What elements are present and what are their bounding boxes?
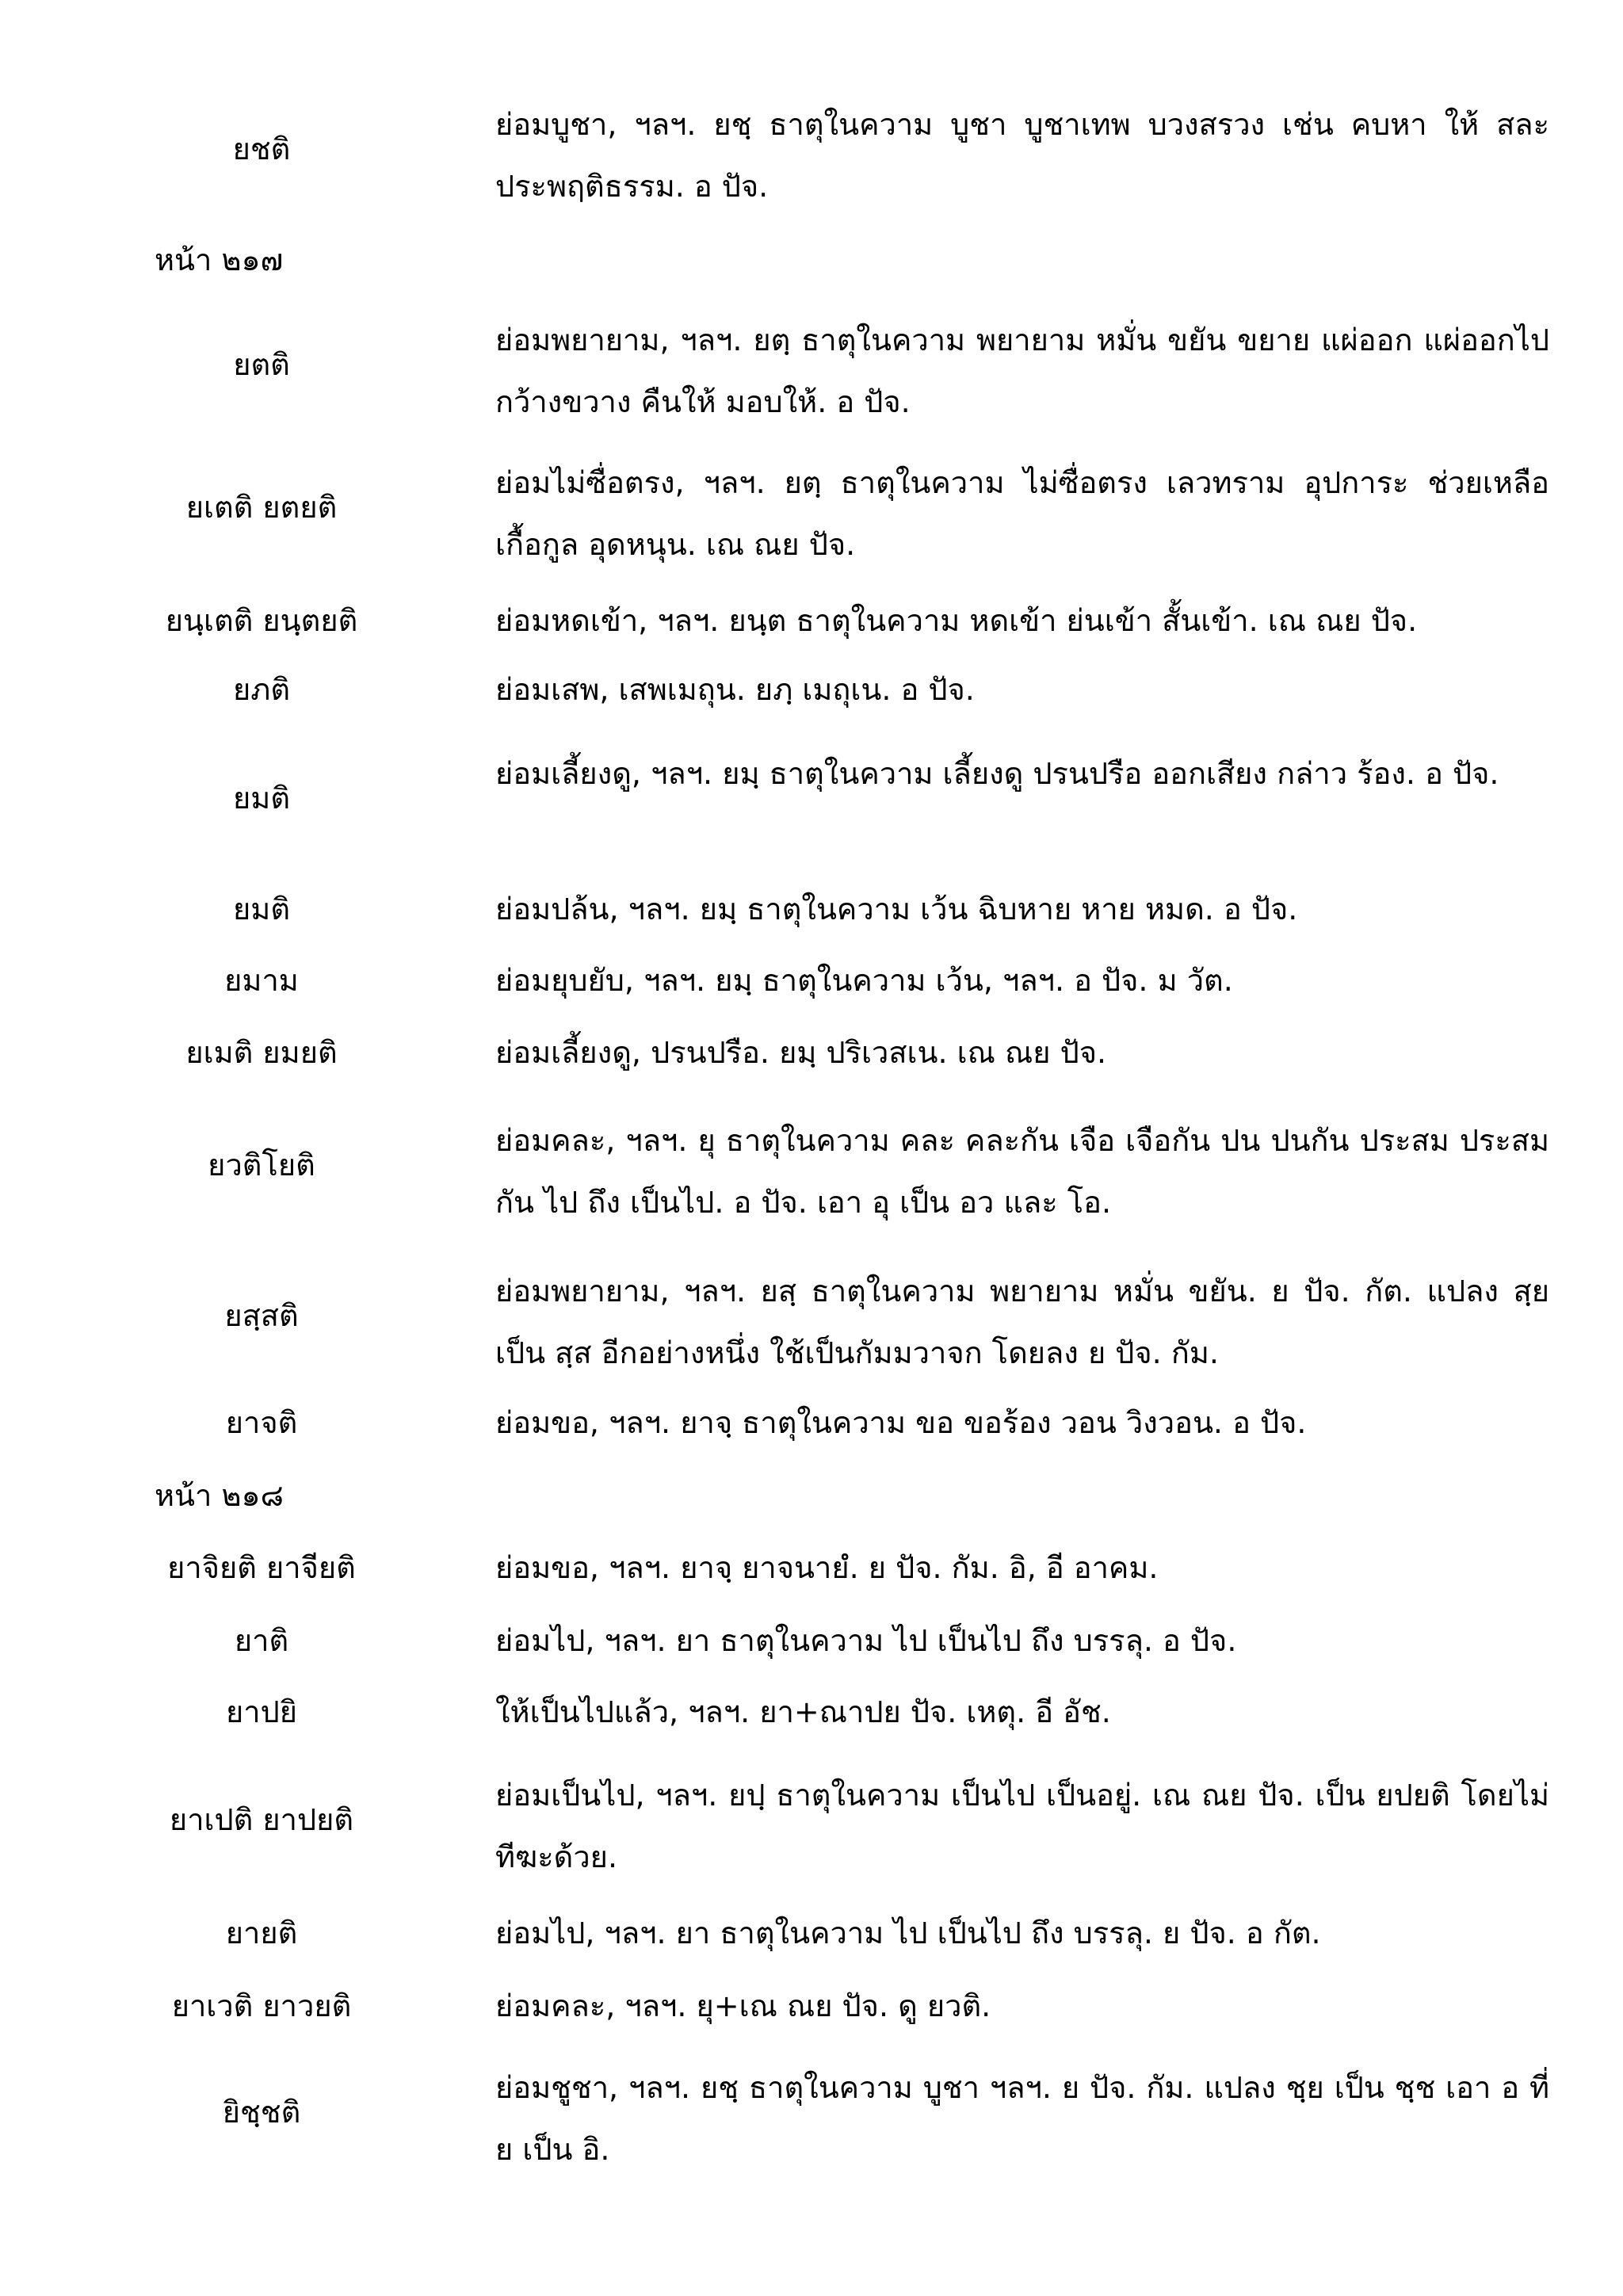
entry-definition: ย่อมหดเข้า, ฯลฯ. ยนฺต ธาตุในความ หดเข้า ย่นเข้า สั้นเข้า. เณ ณย ปัจ. <box>495 603 1418 638</box>
entry-definition: ย่อมไป, ฯลฯ. ยา ธาตุในความ ไป เป็นไป ถึง บรรลุ. ย ปัจ. อ กัต. <box>495 1916 1321 1950</box>
entry-definition: ย่อมเลี้ยงดู, ปรนปรือ. ยมฺ ปริเวสเน. เณ ณย ปัจ. <box>495 1035 1107 1070</box>
entry-definition: ย่อมเลี้ยงดู, ฯลฯ. ยมฺ ธาตุในความ เลี้ยงดู ปรนปรือ ออกเสียง กล่าว ร้อง. อ ปัจ. <box>495 756 1499 791</box>
entry-term: ยเตติ ยตยติ <box>185 490 338 525</box>
entry-definition: ย่อมเสพ, เสพเมถุน. ยภฺ เมถุเน. อ ปัจ. <box>495 672 975 707</box>
entry-term: ยมติ <box>233 892 290 926</box>
entry-definition: ย่อมขอ, ฯลฯ. ยาจฺ ยาจนายํ. ย ปัจ. กัม. อิ, อี อาคม. <box>495 1550 1159 1585</box>
entry-definition: ย่อมคละ, ฯลฯ. ยุ ธาตุในความ คละ คละกัน เจือ เจือกัน ปน ปนกัน ประสม ประสมกัน ไป ถึง เป็นไป. อ ปัจ. เอา อุ เป็น อว และ โอ. <box>495 1123 1549 1220</box>
entry-definition: ย่อมพยายาม, ฯลฯ. ยตฺ ธาตุในความ พยายาม หมั่น ขยัน ขยาย แผ่ออก แผ่ออกไป กว้างขวาง คืนให้ มอบให้. อ ปัจ. <box>495 323 1549 419</box>
entry-term: ยาติ <box>234 1623 289 1658</box>
entry-definition: ให้เป็นไปแล้ว, ฯลฯ. ยา+ณาปย ปัจ. เหตุ. อี อัช. <box>495 1694 1111 1729</box>
page-number-heading: หน้า ๒๑๗ <box>155 243 284 277</box>
entry-definition: ย่อมชูชา, ฯลฯ. ยชฺ ธาตุในความ บูชา ฯลฯ. ย ปัจ. กัม. แปลง ชฺย เป็น ชฺช เอา อ ที่ ย เป็น อิ. <box>495 2070 1549 2167</box>
entry-term: ยวติโยติ <box>208 1148 315 1182</box>
entry-term: ยภติ <box>233 672 290 707</box>
entry-term: ยายติ <box>225 1916 298 1950</box>
entry-definition: ย่อมเป็นไป, ฯลฯ. ยปฺ ธาตุในความ เป็นไป เป็นอยู่. เณ ณย ปัจ. เป็น ยปยติ โดยไม่ทีฆะด้วย. <box>495 1778 1549 1874</box>
entry-term: ยิชฺชติ <box>222 2095 301 2130</box>
entry-term: ยตติ <box>233 347 290 382</box>
entry-definition: ย่อมไป, ฯลฯ. ยา ธาตุในความ ไป เป็นไป ถึง บรรลุ. อ ปัจ. <box>495 1623 1237 1658</box>
entry-term: ยนฺเตติ ยนฺตยติ <box>165 603 358 638</box>
entry-definition: ย่อมคละ, ฯลฯ. ยุ+เณ ณย ปัจ. ดู ยวติ. <box>495 1988 991 2023</box>
entry-definition: ย่อมพยายาม, ฯลฯ. ยสฺ ธาตุในความ พยายาม หมั่น ขยัน. ย ปัจ. กัต. แปลง สฺย เป็น สฺส อีกอย่างหนึ่ง ใช้เป็นกัมมวาจก โดยลง ย ปัจ. กัม. <box>495 1274 1549 1370</box>
entry-definition: ย่อมขอ, ฯลฯ. ยาจฺ ธาตุในความ ขอ ขอร้อง วอน วิงวอน. อ ปัจ. <box>495 1405 1307 1440</box>
entry-term: ยเมติ ยมยติ <box>185 1035 338 1070</box>
entry-definition: ย่อมไม่ซื่อตรง, ฯลฯ. ยตฺ ธาตุในความ ไม่ซื่อตรง เลวทราม อุปการะ ช่วยเหลือ เกื้อกูล อุดหนุน. เณ ณย ปัจ. <box>495 465 1550 562</box>
page-number-heading: หน้า ๒๑๘ <box>155 1478 284 1513</box>
entry-definition: ย่อมยุบยับ, ฯลฯ. ยมฺ ธาตุในความ เว้น, ฯลฯ. อ ปัจ. ม วัต. <box>495 963 1233 998</box>
entry-term: ยชติ <box>232 132 291 166</box>
entry-term: ยสฺสติ <box>224 1298 299 1333</box>
entry-definition: ย่อมปล้น, ฯลฯ. ยมฺ ธาตุในความ เว้น ฉิบหาย หาย หมด. อ ปัจ. <box>495 892 1298 926</box>
entry-term: ยาเวติ ยาวยติ <box>171 1988 352 2023</box>
entry-term: ยาจิยติ ยาจียติ <box>167 1550 356 1585</box>
entry-term: ยมาม <box>224 963 299 998</box>
entry-term: ยาปยิ <box>226 1694 297 1729</box>
entry-definition: ย่อมบูชา, ฯลฯ. ยชฺ ธาตุในความ บูชา บูชาเทพ บวงสรวง เช่น คบหา ให้ สละ ประพฤติธรรม. อ ปัจ. <box>495 107 1549 204</box>
entry-term: ยมติ <box>233 781 290 816</box>
entry-term: ยาเปติ ยาปยติ <box>169 1802 354 1837</box>
entry-term: ยาจติ <box>225 1405 298 1440</box>
